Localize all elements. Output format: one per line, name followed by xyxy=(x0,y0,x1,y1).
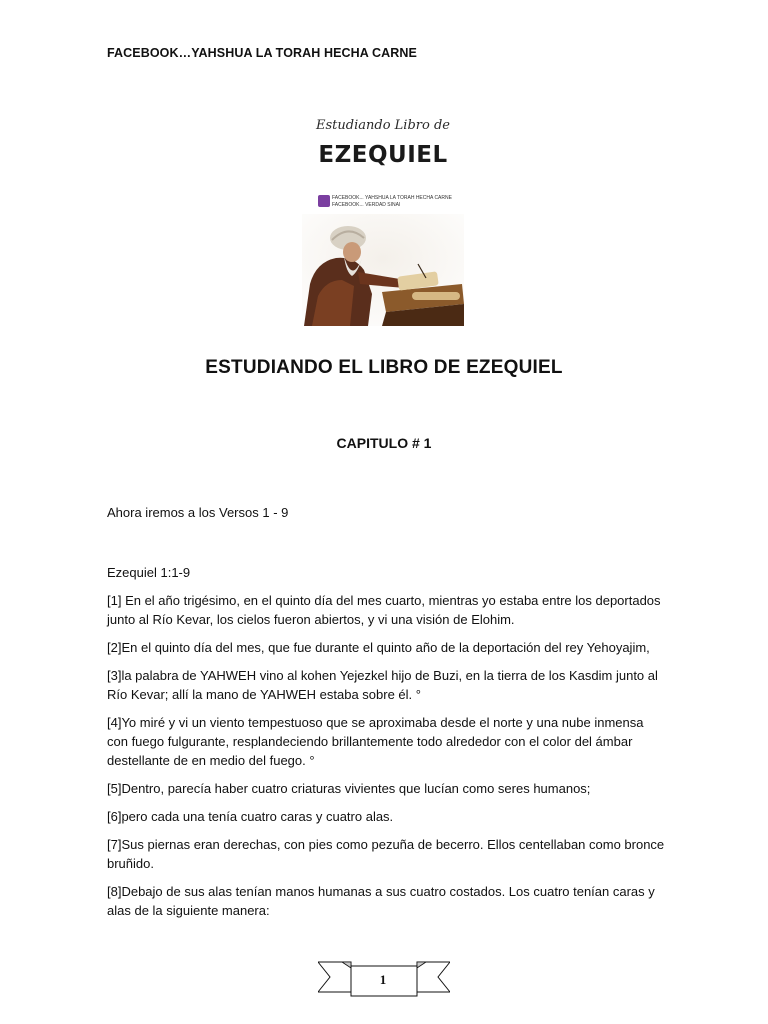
verse-list xyxy=(107,591,667,929)
cover-fb-line-2: FACEBOOK... VERDAD SINAI xyxy=(332,202,401,208)
cover-subtitle: Estudiando Libro de xyxy=(316,118,450,133)
scripture-reference: Ezequiel 1:1-9 xyxy=(107,565,191,580)
verse-1: [1] En el año trigésimo, en el quinto día del mes cuarto, mientras yo estaba entre los deportados junto al Río Kevar, los cielos fueron abiertos, y vi una visión de Elohim. xyxy=(107,593,661,627)
cover-image xyxy=(302,104,464,326)
cover-facebook-lines xyxy=(332,195,452,209)
page-header: FACEBOOK…YAHSHUA LA TORAH HECHA CARNE xyxy=(107,46,417,60)
facebook-page-logo-icon xyxy=(318,195,330,207)
cover-title: EZEQUIEL xyxy=(318,142,448,168)
scribe-illustration-icon xyxy=(302,214,464,326)
verse-3: [3]la palabra de YAHWEH vino al kohen Yejezkel hijo de Buzi, en la tierra de los Kasdim junto al Río Kevar; allí la mano de YAHWEH estaba sobre él. ° xyxy=(107,668,658,702)
verse-6: [6]pero cada una tenía cuatro caras y cuatro alas. xyxy=(107,809,394,824)
verse-5: [5]Dentro, parecía haber cuatro criaturas vivientes que lucían como seres humanos; xyxy=(107,781,591,796)
verse-7: [7]Sus piernas eran derechas, con pies como pezuña de becerro. Ellos centellaban como bronce bruñido. xyxy=(107,837,665,871)
verse-4: [4]Yo miré y vi un viento tempestuoso que se aproximaba desde el norte y una nube inmensa con fuego fulgurante, resplandeciendo brillantemente todo alrededor con el color del ámbar destellante de en medio del fuego. ° xyxy=(107,715,644,768)
document-title: ESTUDIANDO EL LIBRO DE EZEQUIEL xyxy=(205,357,563,378)
chapter-heading: CAPITULO # 1 xyxy=(336,435,432,451)
verse-2: [2]En el quinto día del mes, que fue durante el quinto año de la deportación del rey Yehoyajim, xyxy=(107,640,650,655)
intro-paragraph: Ahora iremos a los Versos 1 - 9 xyxy=(107,505,289,520)
page-number: 1 xyxy=(379,972,387,987)
cover-fb-line-1: FACEBOOK... YAHSHUA LA TORAH HECHA CARNE xyxy=(332,195,452,201)
verse-8: [8]Debajo de sus alas tenían manos humanas a sus cuatro costados. Los cuatro tenían caras y alas de la siguiente manera: xyxy=(107,884,655,918)
